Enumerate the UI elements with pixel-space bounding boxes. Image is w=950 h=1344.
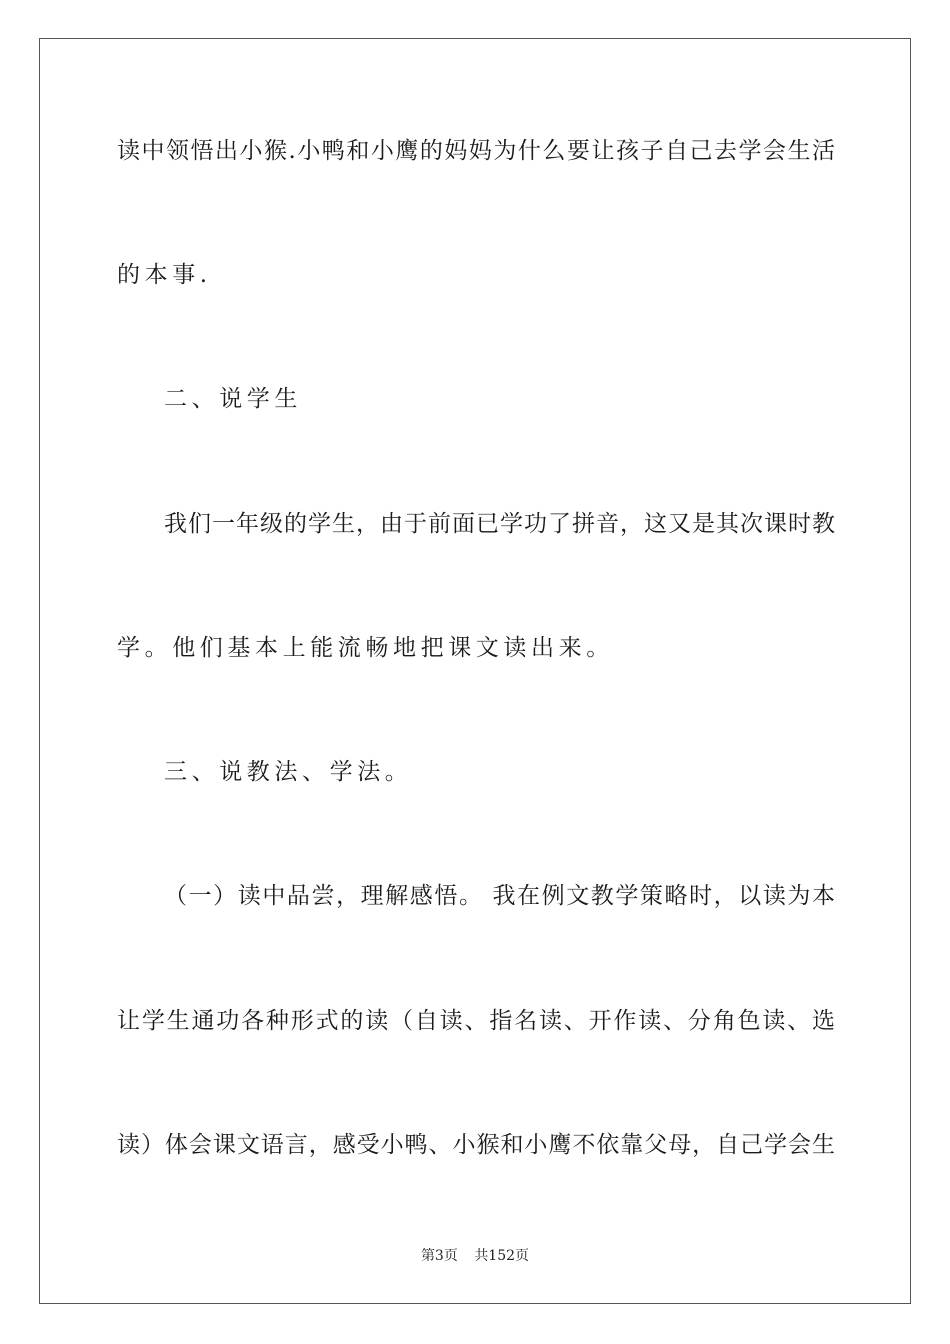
paragraph-line-1: 读中领悟出小猴.小鸭和小鹰的妈妈为什么要让孩子自己去学会生活 [117,138,835,164]
paragraph-line-3: 我们一年级的学生，由于前面已学功了拼音，这又是其次课时教 [164,511,835,537]
page-footer [0,1246,950,1266]
paragraph-line-4: 学。他们基本上能流畅地把课文读出来。 [117,635,614,661]
page-number: 第3页 [420,1248,458,1264]
paragraph-line-2: 的本事. [117,262,212,288]
paragraph-line-5: （一）读中品尝，理解感悟。 我在例文教学策略时，以读为本 [164,883,835,909]
paragraph-line-6: 让学生通功各种形式的读（自读、指名读、开作读、分角色读、选 [117,1008,835,1034]
paragraph-line-7: 读）体会课文语言，感受小鸭、小猴和小鹰不依靠父母，自己学会生 [117,1132,835,1158]
page-border [39,38,911,1304]
total-pages: 共152页 [474,1248,530,1264]
section-heading-methods: 三、说教法、学法。 [164,759,413,785]
section-heading-students: 二、说学生 [164,386,302,412]
